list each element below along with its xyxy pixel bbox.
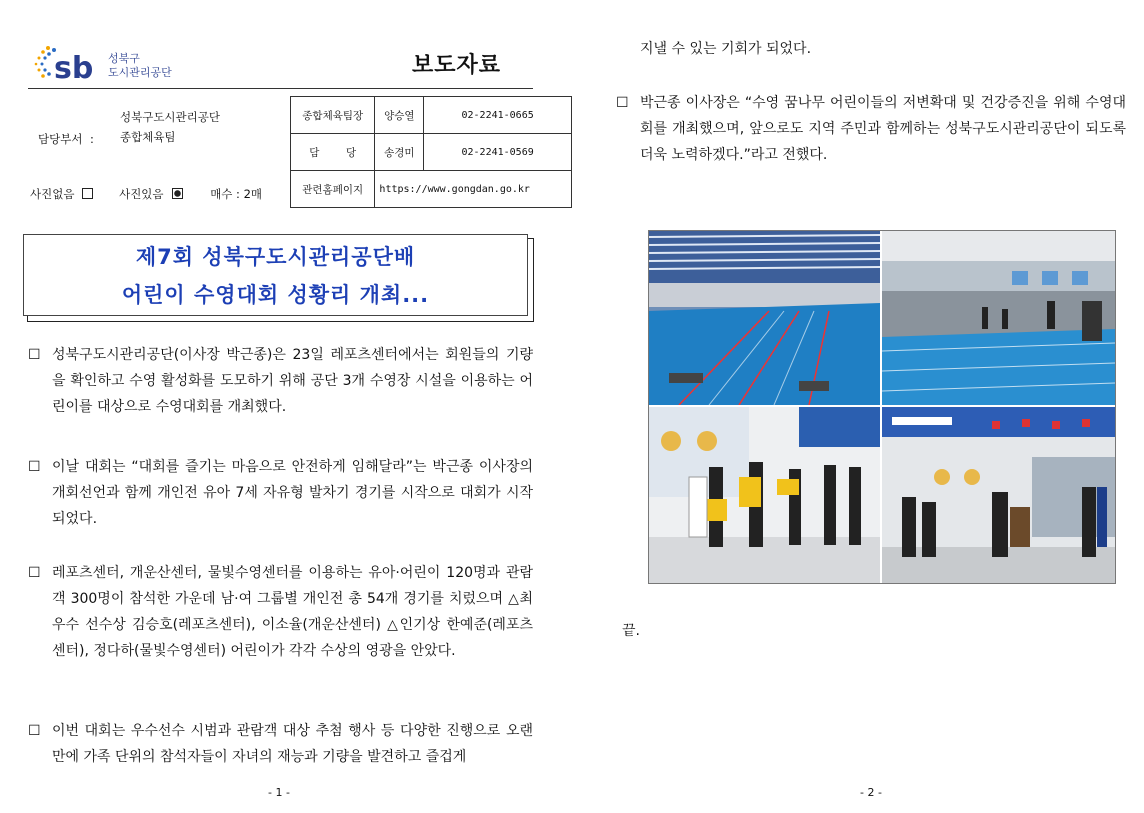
photo-none-label: 사진없음 [30,187,75,201]
paragraph-text: 레포츠센터, 개운산센터, 물빛수영센터를 이용하는 유아·어린이 120명과 관람객 300명이 참석한 가운데 남·여 그룹별 개인전 총 54개 경기를 치렀으며 △최우수 선수상 김승호(레포츠센터), 이소율(개운산센터) △인기상 한예준(레포츠센터), 정다하(물빛수영센터) 어린이가 각각 수상의 영광을 안았다. [52,565,533,659]
photo-yes [119,187,188,201]
svg-text:sb: sb [54,51,94,86]
photo-yes-label: 사진있음 [119,187,164,201]
paragraph-3 [28,560,533,664]
page-number: - 1 - [268,786,290,799]
paragraph-4 [28,718,533,770]
contact-phone: 02-2241-0569 [424,134,572,171]
page-count: 매수 : 2매 [210,187,263,201]
contact-phone: 02-2241-0665 [424,97,572,134]
contact-name: 송경미 [375,134,424,171]
bullet-box: ☐ [616,95,629,111]
department-team: 종합체육팀 [120,130,176,144]
bullet-box: ☐ [28,347,41,363]
paragraph-text: 이번 대회는 우수선수 시범과 관람객 대상 추첨 행사 등 다양한 진행으로 오랜만에 가족 단위의 참석자들이 자녀의 재능과 기량을 발견하고 즐겁게 [52,723,533,765]
ceremony-photo-1 [649,407,880,583]
document-title: 보도자료 [412,53,502,78]
bullet-box: ☐ [28,565,41,581]
paragraph-text: 이날 대회는 “대회를 즐기는 마음으로 안전하게 임해달라”는 박근종 이사장의 개회선언과 함께 개인전 유아 7세 자유형 발차기 경기를 시작으로 대회가 시작되었다. [52,459,533,527]
pool-photo-2 [882,231,1115,405]
sb-logo [30,42,180,86]
contact-table [290,96,572,208]
department-org: 성북구도시관리공단 [120,110,220,124]
contact-role: 종합체육팀장 [291,97,375,134]
paragraph-5 [616,90,1126,168]
contact-row [291,171,572,208]
page-2 [572,0,1144,813]
contact-name: 양승열 [375,97,424,134]
photo-collage [648,230,1116,584]
headline-line-2: 어린이 수영대회 성황리 개최... [121,283,430,307]
logo-text: 성북구 도시관리공단 [108,52,172,79]
headline-inner [23,234,528,316]
bullet-box: ☐ [28,723,41,739]
contact-role: 담 당 [291,134,375,171]
homepage-link[interactable]: https://www.gongdan.go.kr [375,171,572,208]
paragraph-text: 성북구도시관리공단(이사장 박근종)은 23일 레포츠센터에서는 회원들의 기량을 확인하고 수영 활성화를 도모하기 위해 공단 3개 수영장 시설을 이용하는 어린이를 대상으로 수영대회를 개최했다. [52,347,533,415]
bullet-box: ☐ [28,459,41,475]
contact-role: 관련홈페이지 [291,171,375,208]
headline-box [27,238,534,322]
contact-row [291,97,572,134]
department-colon: : [90,132,94,146]
headline-line-1: 제7회 성북구도시관리공단배 [135,245,416,269]
sb-logo-mark [30,42,106,86]
page-number: - 2 - [860,786,882,799]
paragraph-text: 박근종 이사장은 “수영 꿈나무 어린이들의 저변확대 및 건강증진을 위해 수영대회를 개최했으며, 앞으로도 지역 주민과 함께하는 성북구도시관리공단이 되도록 더욱 노력하겠다.”라고 전했다. [640,95,1126,163]
photo-yes-checkbox [172,188,183,199]
continuation-text: 지낼 수 있는 기회가 되었다. [640,41,812,57]
paragraph-2 [28,454,533,532]
header-divider [28,88,533,89]
paragraph-1 [28,342,533,420]
photo-info [30,186,268,202]
photo-none [30,187,99,201]
ceremony-photo-2 [882,407,1115,583]
photo-none-checkbox [82,188,93,199]
pool-photo-1 [649,231,880,405]
end-mark: 끝. [622,623,640,639]
contact-row [291,134,572,171]
department-label: 담당부서 [38,132,83,146]
